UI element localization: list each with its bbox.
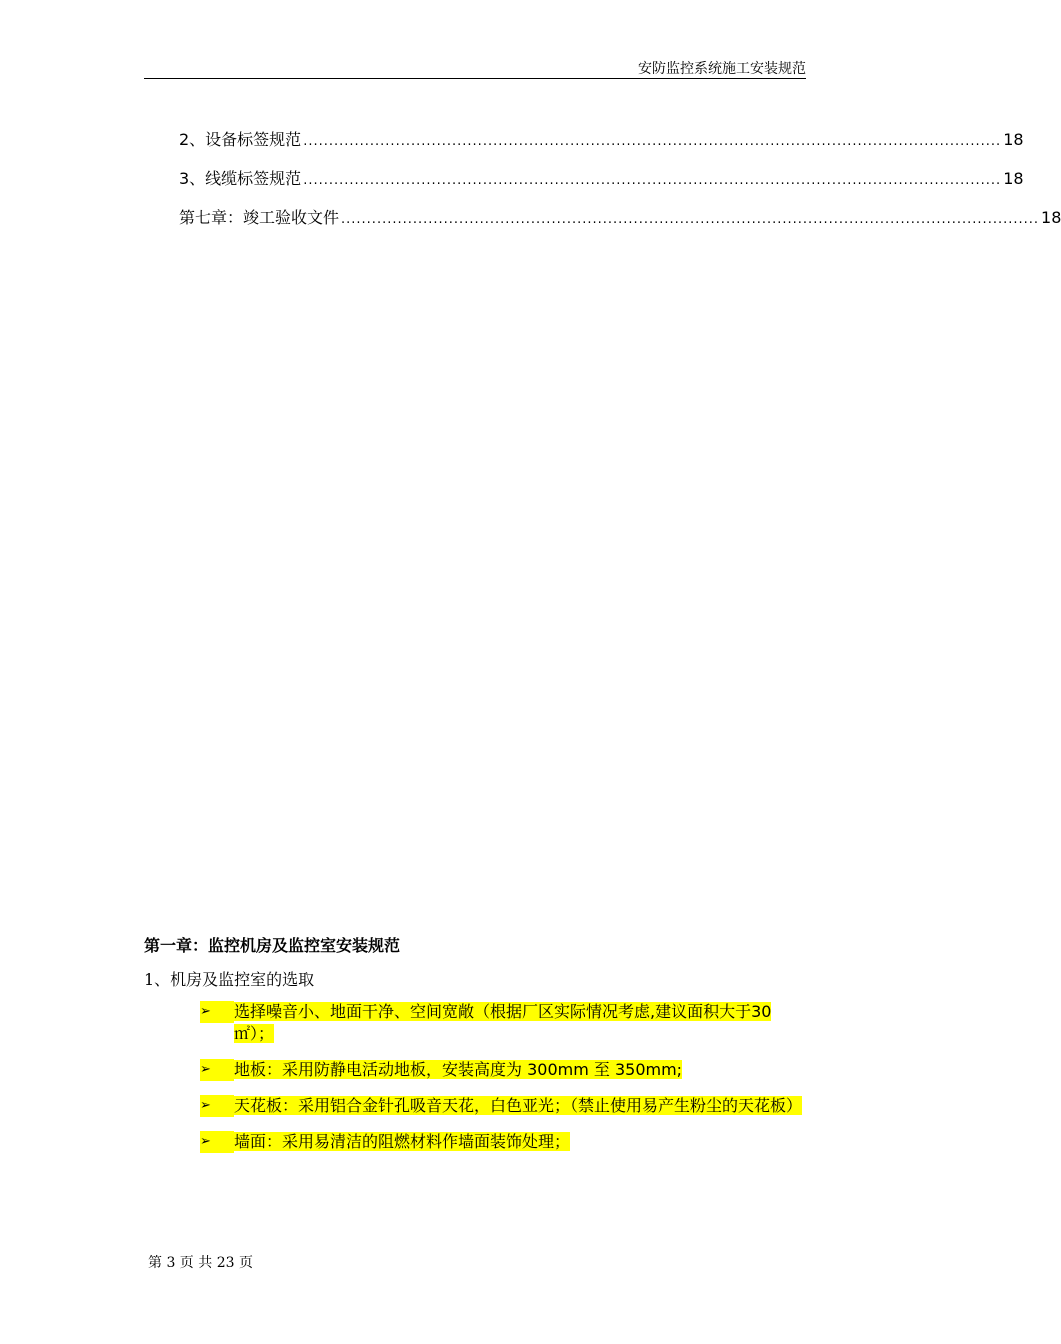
arrow-bullet-icon: ➢ xyxy=(200,1059,234,1081)
toc-entry[interactable] xyxy=(179,166,1024,205)
toc-entry-page: 18 xyxy=(1041,208,1061,227)
list-item-text: 地板：采用防静电活动地板，安装高度为 300mm 至 350mm; xyxy=(234,1060,683,1079)
toc-entry-label: 3、线缆标签规范 xyxy=(179,169,302,188)
toc-entry-page: 18 xyxy=(1003,169,1024,188)
toc-entry[interactable] xyxy=(179,127,1024,166)
header-title: 安防监控系统施工安装规范 xyxy=(638,61,806,77)
list-item xyxy=(200,1131,806,1153)
list-item xyxy=(200,1001,806,1045)
list-item-text: 天花板：采用铝合金针孔吸音天花，白色亚光；（禁止使用易产生粉尘的天花板） xyxy=(234,1096,803,1115)
page-header xyxy=(144,52,806,79)
arrow-bullet-icon: ➢ xyxy=(200,1095,234,1117)
toc-entry-label: 第七章：竣工验收文件 xyxy=(179,208,340,227)
toc-entry[interactable] xyxy=(179,205,1061,244)
toc-leader-dots: ........................................................................................................................................ xyxy=(341,212,1040,227)
table-of-contents xyxy=(179,127,1061,244)
toc-entry-label: 2、设备标签规范 xyxy=(179,130,302,149)
toc-leader-dots: ........................................................................................................................................ xyxy=(303,173,1002,188)
list-item-text: 选择噪音小、地面干净、空间宽敞（根据厂区实际情况考虑,建议面积大于30㎡）； xyxy=(234,1002,772,1043)
arrow-bullet-icon: ➢ xyxy=(200,1131,234,1153)
bullet-list xyxy=(200,1001,806,1167)
list-item-text: 墙面：采用易清洁的阻燃材料作墙面装饰处理； xyxy=(234,1132,571,1151)
chapter-title: 第一章：监控机房及监控室安装规范 xyxy=(144,936,401,955)
arrow-bullet-icon: ➢ xyxy=(200,1001,234,1023)
page-footer: 第 3 页 共 23 页 xyxy=(148,1255,253,1271)
toc-leader-dots: ........................................................................................................................................ xyxy=(303,134,1002,149)
list-item xyxy=(200,1059,806,1081)
toc-entry-page: 18 xyxy=(1003,130,1024,149)
section-title: 1、机房及监控室的选取 xyxy=(144,970,315,989)
list-item xyxy=(200,1095,806,1117)
